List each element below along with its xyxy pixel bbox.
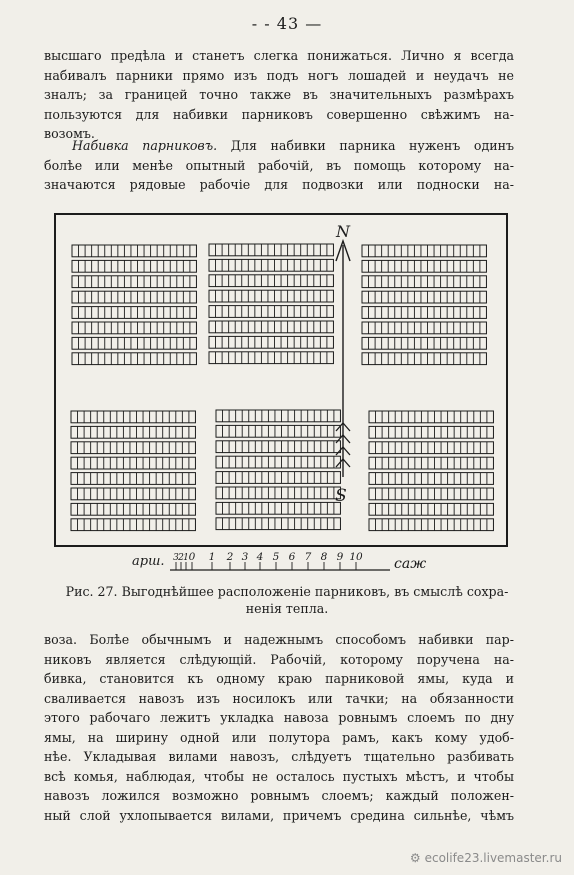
figure-caption (44, 583, 530, 617)
hotbed-frame (369, 503, 493, 515)
hotbed-row (369, 457, 493, 469)
watermark (410, 851, 562, 865)
hotbed-row (72, 337, 196, 349)
hotbed-frame (369, 473, 493, 485)
hotbed-frame (216, 441, 340, 453)
text-line: бивка, становится къ одному краю парниковой ямы, куда и (44, 671, 514, 686)
scale-tick-label: 5 (272, 551, 280, 563)
hotbed-frame (362, 276, 486, 288)
hotbed-row (71, 488, 195, 500)
hotbed-layout-drawing (56, 215, 510, 549)
text-line: зналъ; за границей точно также въ значительныхъ размѣрахъ (44, 87, 514, 102)
scale-tick-label: 9 (336, 551, 344, 563)
hotbed-layout-figure (54, 213, 508, 547)
hotbed-row (216, 472, 340, 484)
caption-line-2: ненія тепла. (245, 601, 329, 616)
hotbed-row (72, 260, 196, 272)
hotbed-frame (71, 411, 195, 423)
scale-bar (132, 548, 436, 580)
scale-tick-label: 1 (208, 551, 216, 563)
text-line: высшаго предѣла и станетъ слегка понижаться. Лично я всегда (44, 48, 514, 63)
hotbed-block-top-middle (209, 244, 333, 364)
scale-tick-label: 10 (349, 551, 363, 563)
page-number: - - 43 — (251, 14, 323, 33)
hotbed-frame (72, 322, 196, 334)
scale-tick-label: 7 (304, 551, 312, 563)
hotbed-frame (369, 442, 493, 454)
hotbed-row (72, 276, 196, 288)
scale-ruler (136, 548, 436, 580)
paragraph-bottom (44, 630, 514, 825)
watermark-text: ecolife23.livemaster.ru (424, 851, 562, 865)
compass-north-label: N (336, 222, 350, 241)
hotbed-frame (71, 488, 195, 500)
scale-tick-label: 0 (188, 551, 196, 563)
hotbed-row (362, 307, 486, 319)
hotbed-frame (72, 307, 196, 319)
text-line: сваливается навозъ изъ носилокъ или тачки; на обязанности (44, 690, 514, 706)
hotbed-frame (216, 487, 340, 499)
hotbed-frame (209, 352, 333, 364)
scale-tick-label: 8 (320, 551, 328, 563)
hotbed-row (209, 306, 333, 318)
hotbed-row (369, 473, 493, 485)
hotbed-row (209, 244, 333, 256)
hotbed-row (362, 322, 486, 334)
hotbed-row (71, 473, 195, 485)
hotbed-block-top-right (362, 245, 486, 365)
hotbed-row (216, 425, 340, 437)
caption-line-1: Рис. 27. Выгоднѣйшее расположеніе парниковъ, въ смыслѣ сохра- (65, 584, 509, 599)
hotbed-frame (369, 519, 493, 531)
hotbed-block-bottom-left (71, 411, 195, 531)
paragraph-second-first-line (44, 136, 514, 156)
hotbed-row (216, 502, 340, 514)
scale-tick-label: 4 (256, 551, 264, 563)
hotbed-frame (71, 442, 195, 454)
scale-tick-label: 3 (241, 551, 249, 563)
hotbed-row (216, 518, 340, 530)
hotbed-frame (72, 291, 196, 303)
text-line: болѣе или менѣе опытный рабочій, въ помощь которому на- (44, 157, 514, 173)
hotbed-block-top-left (72, 245, 196, 365)
hotbed-row (369, 411, 493, 423)
hotbed-row (72, 245, 196, 257)
hotbed-block-bottom-middle (216, 410, 340, 530)
scale-tick-label: 2 (226, 551, 234, 563)
hotbed-frame (369, 488, 493, 500)
hotbed-row (369, 488, 493, 500)
hotbed-row (209, 321, 333, 333)
hotbed-frame (72, 337, 196, 349)
hotbed-row (209, 259, 333, 271)
hotbed-row (209, 290, 333, 302)
watermark-icon: ⚙ (409, 851, 421, 865)
hotbed-frame (71, 503, 195, 515)
hotbed-frame (362, 245, 486, 257)
text-line: этого рабочаго лежитъ укладка навоза ровнымъ слоемъ по дну (44, 710, 514, 725)
text-line: нѣе. Укладывая вилами навозъ, слѣдуетъ тщательно разбивать (44, 749, 514, 764)
hotbed-frame (72, 276, 196, 288)
hotbed-row (362, 291, 486, 303)
text-line: всѣ комья, наблюдая, чтобы не осталось пустыхъ мѣстъ, и чтобы (44, 768, 514, 784)
scale-tick-label: 1 (183, 553, 189, 563)
hotbed-frame (369, 426, 493, 438)
hotbed-frame (209, 290, 333, 302)
scale-tick-label: 3 (173, 553, 179, 563)
hotbed-row (72, 322, 196, 334)
scale-tick-label: 6 (288, 551, 296, 563)
hotbed-frame (72, 353, 196, 365)
hotbed-frame (209, 321, 333, 333)
scale-left-label: арш. (132, 554, 165, 569)
paragraph-second-first-line-rest: Для набивки парника нуженъ одинъ (230, 138, 514, 153)
hotbed-row (209, 336, 333, 348)
hotbed-frame (216, 472, 340, 484)
paragraph-title: Набивка парниковъ. (72, 138, 218, 153)
hotbed-frame (216, 410, 340, 422)
hotbed-frame (369, 457, 493, 469)
hotbed-frame (216, 425, 340, 437)
text-line: возомъ. (44, 126, 95, 141)
compass-south-label: S (335, 486, 347, 506)
hotbed-frame (209, 259, 333, 271)
hotbed-frame (216, 518, 340, 530)
text-line: ный слой ухлопывается вилами, причемъ средина сильнѣе, чѣмъ (44, 807, 514, 823)
hotbed-row (71, 426, 195, 438)
text-line: никовъ является слѣдующій. Рабочій, которому поручена на- (44, 651, 514, 667)
hotbed-row (369, 519, 493, 531)
paragraph-top (44, 46, 514, 144)
hotbed-row (72, 291, 196, 303)
hotbed-row (71, 442, 195, 454)
hotbed-row (72, 307, 196, 319)
paragraph-second (44, 136, 514, 195)
hotbed-block-bottom-right (369, 411, 493, 531)
hotbed-row (362, 245, 486, 257)
hotbed-frame (362, 337, 486, 349)
hotbed-row (71, 457, 195, 469)
hotbed-frame (209, 244, 333, 256)
hotbed-row (71, 411, 195, 423)
hotbed-row (216, 410, 340, 422)
hotbed-frame (362, 322, 486, 334)
hotbed-frame (72, 260, 196, 272)
text-line: пользуются для набивки парниковъ совершенно свѣжимъ на- (44, 106, 514, 122)
scale-tick-label: 2 (178, 553, 184, 563)
hotbed-row (209, 275, 333, 287)
hotbed-row (369, 426, 493, 438)
hotbed-row (362, 353, 486, 365)
hotbed-row (216, 456, 340, 468)
hotbed-row (362, 260, 486, 272)
text-line: воза. Болѣе обычнымъ и надежнымъ способомъ набивки пар- (44, 632, 514, 647)
hotbed-frame (216, 502, 340, 514)
hotbed-frame (71, 457, 195, 469)
hotbed-row (209, 352, 333, 364)
text-line: навозъ ложился возможно ровнымъ слоемъ; каждый положен- (44, 788, 514, 803)
hotbed-row (362, 276, 486, 288)
text-line: значаются рядовые рабочіе для подвозки или подноски на- (44, 177, 514, 192)
compass-arrow (336, 241, 350, 477)
hotbed-frame (72, 245, 196, 257)
hotbed-row (216, 441, 340, 453)
hotbed-frame (71, 426, 195, 438)
hotbed-frame (362, 291, 486, 303)
hotbed-frame (362, 260, 486, 272)
text-line: ямы, на ширину одной или полутора рамъ, какъ кому удоб- (44, 729, 514, 745)
hotbed-frame (209, 306, 333, 318)
hotbed-row (369, 503, 493, 515)
text-line: набивалъ парники прямо изъ подъ ногъ лошадей и неудачъ не (44, 67, 514, 83)
hotbed-row (72, 353, 196, 365)
hotbed-row (71, 503, 195, 515)
hotbed-frame (71, 519, 195, 531)
hotbed-frame (71, 473, 195, 485)
hotbed-row (216, 487, 340, 499)
hotbed-row (369, 442, 493, 454)
hotbed-frame (362, 353, 486, 365)
hotbed-row (362, 337, 486, 349)
hotbed-frame (209, 275, 333, 287)
hotbed-frame (362, 307, 486, 319)
hotbed-frame (216, 456, 340, 468)
hotbed-frame (209, 336, 333, 348)
hotbed-frame (369, 411, 493, 423)
scale-right-label: саж (394, 556, 427, 572)
hotbed-row (71, 519, 195, 531)
